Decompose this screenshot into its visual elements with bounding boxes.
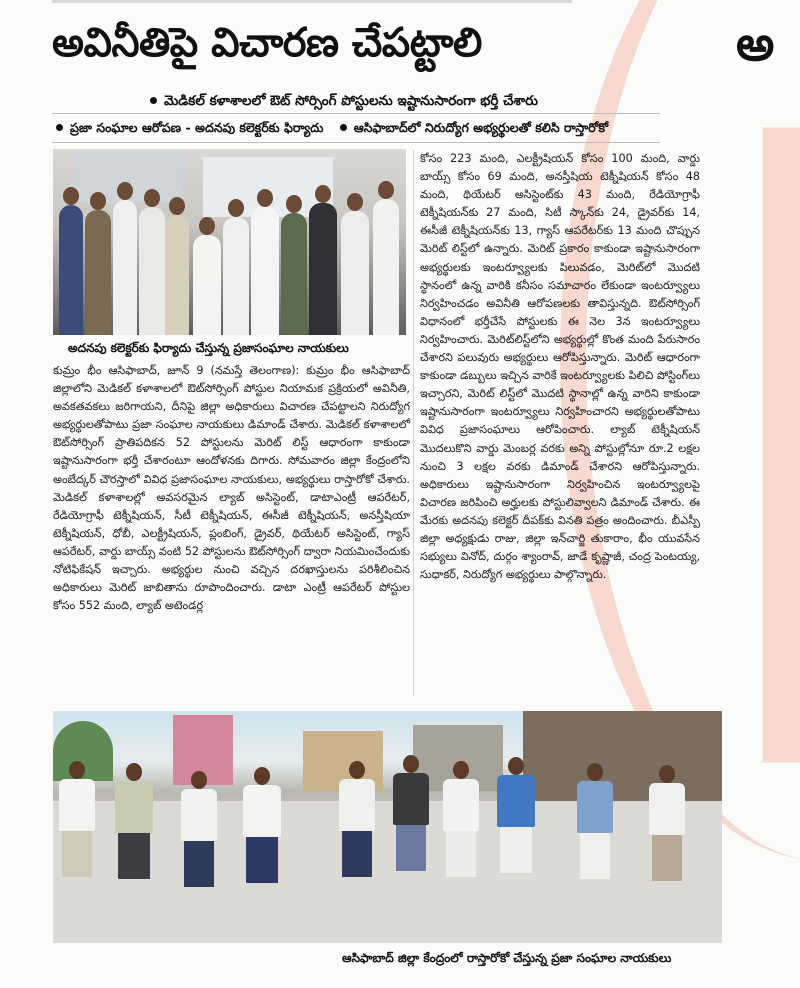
subheading-secondary xyxy=(56,120,620,139)
article-text-right: కోసం 223 మంది, ఎలక్ట్రీషియన్ కోసం 100 మంది, వార్డు బాయ్స్ కోసం 69 మంది, అనస్తీషియ టెక్నీషియన్ కోసం 48 మంది, థియేటర్ అసిస్టెంట్‌కు 43 మంది, రేడియోగ్రాఫీ టెక్నీషియన్‌కు 27 మంది, సిటీ స్కాన్‌కు 24, డ్రైవర్‌కు 14, ఈసీజీ టెక్నీషియన్‌కు 13, గ్యాస్ ఆపరేటర్‌కు 13 మంది చొప్పున మెరిట్ లిస్ట్‌లో ఉన్నారు. మెరిట్ ప్రకారం కాకుండా ఇష్టానుసారంగా అభ్యర్థులకు ఇంటర్వ్యూలకు పిలువడం, మెరిట్‌లో మొదటి స్థానంలో ఉన్న వారికి కనీసం సమాచారం లేకుండా ఇంటర్వ్యూలు నిర్వహించడం అవినీతి ఆరోపణలకు తావిస్తున్నది. ఔట్‌సోర్సింగ్ విధానంలో భర్తీచేసే పోస్టులకు ఈ నెల 3న ఇంటర్వ్యూలు నిర్వహించారు. మెరిట్‌లిస్ట్‌లోని అభ్యర్థుల్లో కొంత మంది పేరుసారం చేశారని పలువురు అభ్యర్థులు ఆరోపిస్తున్నారు. మెరిట్ ఆధారంగా కాకుండా డబ్బులు ఇచ్చిన వారికే ఇంటర్వ్యూలకు పిలిచి పోస్టింగ్‌లు ఇచ్చారని, మెరిట్ లిస్ట్‌లో మొదటి స్థానాల్లో ఉన్న వారిని కాకుండా ఇష్టానుసారంగా ఇంటర్వ్యూలు నిర్వహించారని అభ్యర్థులతోపాటు వివిధ ప్రజాసంఘాలు ఆరోపించారు. ల్యాబ్ టెక్నీషియన్ మొదలుకొని వార్డు మెంబర్ల వరకు అన్ని పోస్టుల్లోనూ రూ.2 లక్షల నుంచి 3 లక్షల వరకు డిమాండ్ చేశారని ఆరోపిస్తున్నారు. అధికారులు ఇష్టానుసారంగా నిర్వహించిన ఇంటర్వ్యూలపై విచారణ జరిపించి అర్హులకు పోస్టులివ్వాలని డిమాండ్ చేశారు. ఈ మేరకు అదనపు కలెక్టర్ దీపక్‌కు వినతి పత్రం అందించారు. బీఎస్పీ జిల్లా అధ్యక్షుడు రాజు, జిల్లా ఇన్‌చార్జి తుకారాం, భీం యువసేన సభ్యులు వినోద్, దుర్గం శ్యాంరావ్, జాడే కృష్ణాజీ, చంద్ర పెంటయ్య, సుధాకర్, నిరుద్యోగ అభ్యర్థులు పాల్గొన్నారు. xyxy=(420,152,700,582)
article-column-right xyxy=(420,150,700,584)
subheading-primary xyxy=(150,93,538,112)
article-text-left: కుమ్రం భీం ఆసిఫాబాద్, జూన్ 9 (నమస్తే తెలంగాణ): కుమ్రం భీం ఆసిఫాబాద్ జిల్లాలోని మెడికల్ కళాశాలలో ఔట్‌సోర్సింగ్ పోస్టుల నియామక ప్రక్రియలో అవినీతి, అవకతవకలు జరిగాయని, దీనిపై జిల్లా అధికారులు విచారణ చేపట్టాలని నిరుద్యోగ అభ్యర్థులతోపాటు ప్రజా సంఘాల నాయకులు డిమాండ్ చేశారు. మెడికల్ కళాశాలలో ఔట్‌సోర్సింగ్ ప్రాతిపదికన 52 పోస్టులను మెరిట్ లిస్ట్ ఆధారంగా కాకుండా ఇష్టానుసారంగా భర్తీ చేశారంటూ ఆందోళనకు దిగారు. సోమవారం జిల్లా కేంద్రంలోని అంబేద్కర్ చౌరస్తాలో వివిధ ప్రజాసంఘాల నాయకులు, అభ్యర్థులు రాస్తారోకో చేశారు. మెడికల్ కళాశాలల్లో అవసరమైన ల్యాబ్ అసిస్టెంట్, డాటాఎంట్రీ ఆపరేటర్, రేడియోగ్రాఫీ టెక్నీషియన్, సీటీ టెక్నీషియన్, ఈసీజీ టెక్నీషియన్, అనస్తీషియా టెక్నీషియన్, ధోబీ, ఎలక్ట్రీషియన్, ప్లంబింగ్, డ్రైవర్, థియేటర్ అసిస్టెంట్, గ్యాస్ ఆపరేటర్, వార్డు బాయ్స్ వంటి 52 పోస్టులను ఔట్‌సోర్సింగ్ ద్వారా నియమించేందుకు నోటిఫికేషన్ ఇచ్చారు. అభ్యర్థుల నుంచి వచ్చిన దరఖాస్తులను పరిశీలించిన అధికారులు మెరిట్ జాబితాను రూపొందించారు. డాటా ఎంట్రీ ఆపరేటర్ పోస్టుల కోసం 552 మంది, ల్యాబ్ అటెండర్ల xyxy=(53,364,410,613)
bullet-icon xyxy=(340,124,347,131)
subheading-secondary-a: ప్రజా సంఘాల ఆరోపణ - అదనపు కలెక్టర్‌కు ఫిర్యాదు xyxy=(70,120,324,135)
photo-complaint-to-collector xyxy=(53,149,406,335)
subheading-secondary-b: ఆసిఫాబాద్‌లో నిరుద్యోగ అభ్యర్థులతో కలిసి రాస్తారోకో xyxy=(353,120,609,135)
top-rule xyxy=(52,0,572,3)
photo1-caption: అదనపు కలెక్టర్‌కు ఫిర్యాదు చేస్తున్న ప్రజాసంఘాల నాయకులు xyxy=(68,341,349,355)
photo2-caption: ఆసిఫాబాద్ జిల్లా కేంద్రంలో రాస్తారోకో చేస్తున్న ప్రజా సంఘాల నాయకులు xyxy=(342,951,672,965)
photo-rastaroko-protest xyxy=(53,711,722,943)
divider xyxy=(52,113,660,114)
divider xyxy=(52,142,660,143)
article-column-left xyxy=(53,362,410,615)
headline: అవినీతిపై విచారణ చేపట్టాలి xyxy=(52,20,482,66)
column-divider xyxy=(413,150,414,696)
bullet-icon xyxy=(56,124,63,131)
subheading-primary-text: మెడికల్ కళాశాలలో ఔట్ సోర్సింగ్ పోస్టులను ఇష్టానుసారంగా భర్తీ చేశారు xyxy=(164,93,538,109)
masthead-logo-letter: అ xyxy=(736,16,775,72)
bullet-icon xyxy=(150,97,157,104)
